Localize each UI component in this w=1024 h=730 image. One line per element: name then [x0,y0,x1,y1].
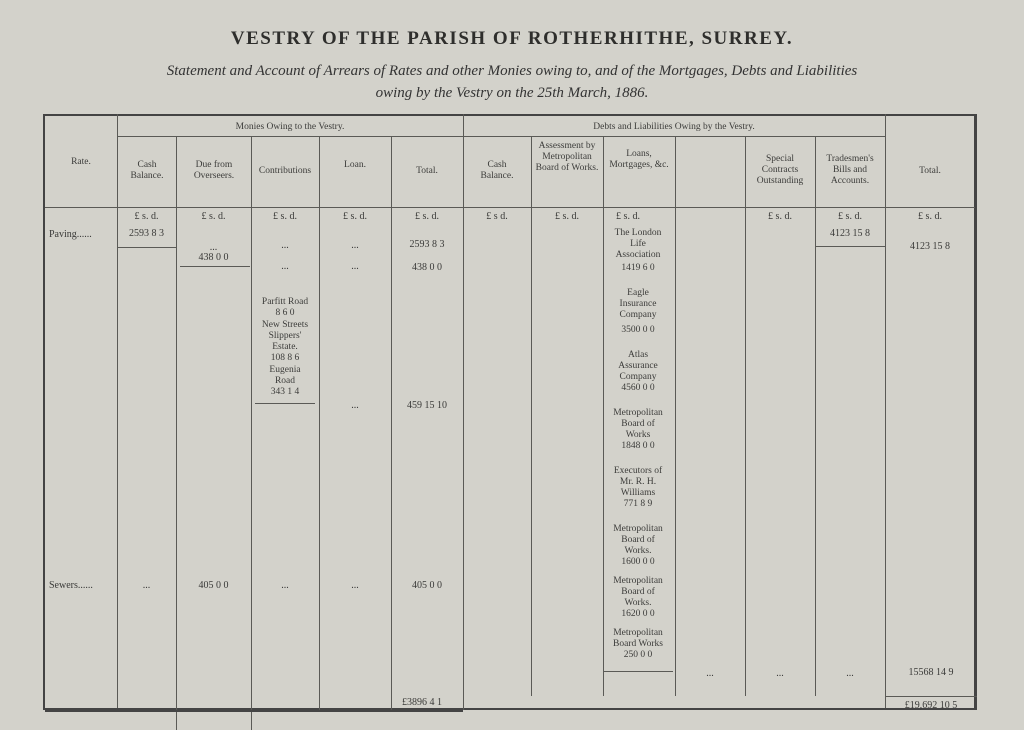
loan-lender: The London [614,228,662,238]
unit-due: £ s. d. [201,211,226,222]
unit-trades: £ s. d. [838,211,862,222]
loan-amount: 4560 0 0 [621,383,655,393]
loan-lender: Company [619,372,657,382]
header-tradesmen: Tradesmen's Bills and Accounts. [826,154,874,186]
loan-lender: Williams [620,488,656,498]
header-cash-balance: Cash Balance. [130,160,164,181]
unit-loan: £ s. d. [343,211,367,222]
paving-contrib-dots-2: ... [281,261,289,272]
loan-amount: 1620 0 0 [621,609,655,619]
unit-cash-2: £ s d. [486,211,508,222]
loan-lender: Works. [624,598,652,608]
unit-total-2: £ s. d. [918,211,942,222]
loan-amount: 250 0 0 [623,650,653,660]
loan-lender: Board of [621,535,655,545]
loan-lender: Board Works [613,639,663,649]
header-special: Special Contracts Outstanding [756,154,804,186]
document-subtitle [40,60,984,104]
loan-lender: Works. [624,546,652,556]
loan-lender: Executors of [613,466,663,476]
col-rule [463,114,464,710]
loan-lender: Metropolitan [613,576,663,586]
subtotal-rule [815,246,885,247]
paving-contrib-dots-1: ... [281,240,289,251]
bottom-rule [45,710,463,712]
grand-total: £19,692 10 5 [904,700,958,711]
sewers-contrib: ... [281,580,289,591]
loan-amount: 771 8 9 [623,499,653,509]
header-loans-mortgages: Loans, Mortgages, &c. [609,149,669,170]
loan-entry [603,350,673,394]
loan-lender: Mr. R. H. [619,477,657,487]
row-label-sewers: Sewers...... [49,580,93,591]
subtotal-rule [117,247,177,248]
loan-amount: 3500 0 0 [621,325,655,335]
loan-amount: 1848 0 0 [621,441,655,451]
paving-cash: 2593 8 3 [129,228,164,239]
contrib-line: 8 6 0 [275,308,295,319]
loan-lender: Association [615,250,661,260]
unit-cash: £ s. d. [134,211,159,222]
contrib-line: 108 8 6 [270,353,300,364]
paving-total-2: 438 0 0 [412,262,442,273]
loan-entry [603,288,673,336]
table-frame [43,114,977,710]
loan-lender: Insurance [619,299,657,309]
loan-entry [603,576,673,620]
loan-lender: Atlas [627,350,649,360]
unit-contrib: £ s. d. [273,211,297,222]
group-owing-to: Monies Owing to the Vestry. [235,122,345,132]
document-title: VESTRY OF THE PARISH OF ROTHERHITHE, SURREY. [230,28,794,49]
contrib-line: Eugenia [269,364,301,375]
special-dots: ... [776,668,784,679]
trades-dots: ... [846,668,854,679]
sewers-total: 405 0 0 [412,580,442,591]
col-rule [885,114,886,708]
contrib-line: New Streets [261,319,309,330]
contributions-detail [251,297,319,399]
paving-total-1: 2593 8 3 [409,239,445,250]
header-assessment: Assessment by Metropolitan Board of Works. [535,141,599,173]
contrib-line: Estate. [272,342,298,353]
paving-total-liab: 4123 15 8 [910,241,950,252]
subtotal-rule [885,696,977,697]
group-rule [463,136,885,137]
paving-total-3: 459 15 10 [407,400,447,411]
loan-lender: Board of [621,587,655,597]
col-rule [117,114,118,708]
paving-due-dots: ... [209,242,218,253]
subtitle-line-2: owing by the Vestry on the 25th March, 1886. [375,85,649,101]
loan-entry [603,408,673,452]
header-total: Total. [416,166,438,176]
paving-loan-dots-2: ... [351,261,359,272]
header-rate: Rate. [71,157,91,167]
loan-entry [603,466,673,510]
loan-amount: 1419 6 0 [621,263,655,273]
loan-lender: Eagle [627,288,649,298]
owing-to-total: £3896 4 1 [402,697,442,708]
unit-assess: £ s. d. [555,211,579,222]
contrib-line: Road [274,376,296,387]
loan-lender: Assurance [618,361,658,371]
paving-loan-dots-3: ... [351,400,359,411]
loan-amount: 1600 0 0 [621,557,655,567]
subtitle-line-1: Statement and Account of Arrears of Rates and other Monies owing to, and of the Mortgages, Debts and Liabilities [166,63,858,79]
col-rule [176,136,177,730]
loans-total: 15568 14 9 [908,667,954,678]
unit-loans: £ s. d. [616,211,640,222]
loan-lender: Life [630,239,646,249]
loan-lender: Metropolitan [613,628,663,638]
header-contributions: Contributions [258,166,312,176]
subtotal-rule [180,266,250,267]
row-label-paving: Paving...... [49,229,92,240]
subtotal-rule [255,403,315,404]
loan-entry [603,524,673,568]
paving-loan-dots-1: ... [351,240,359,251]
header-rule [45,207,975,208]
loan-lender: Board of [621,419,655,429]
paving-due: 438 0 0 [198,252,229,263]
header-total-2: Total. [919,166,941,176]
group-owing-by: Debts and Liabilities Owing by the Vestry. [593,122,755,132]
group-rule [117,136,463,137]
contrib-line: Parfitt Road [261,297,309,307]
subtotal-rule [603,671,673,672]
unit-total: £ s. d. [415,211,439,222]
sewers-loan: ... [351,580,359,591]
paving-tradesmen: 4123 15 8 [830,228,870,239]
col-rule [675,136,676,696]
loan-lender: Metropolitan [613,408,663,418]
header-loan: Loan. [344,160,366,170]
sewers-due: 405 0 0 [198,580,229,591]
blank-dots: ... [706,668,714,679]
col-rule [251,136,252,730]
loan-lender: Metropolitan [613,524,663,534]
unit-special: £ s. d. [768,211,792,222]
contrib-line: 343 1 4 [270,387,300,398]
loan-lender: Company [619,310,657,320]
loan-entry [603,228,673,274]
sewers-cash: ... [142,580,151,591]
header-due-overseers: Due from Overseers. [193,160,235,181]
contrib-line: Slippers' [268,330,302,341]
loan-entry [603,628,673,661]
loan-lender: Works [625,430,651,440]
header-cash-balance-2: Cash Balance. [480,160,514,181]
